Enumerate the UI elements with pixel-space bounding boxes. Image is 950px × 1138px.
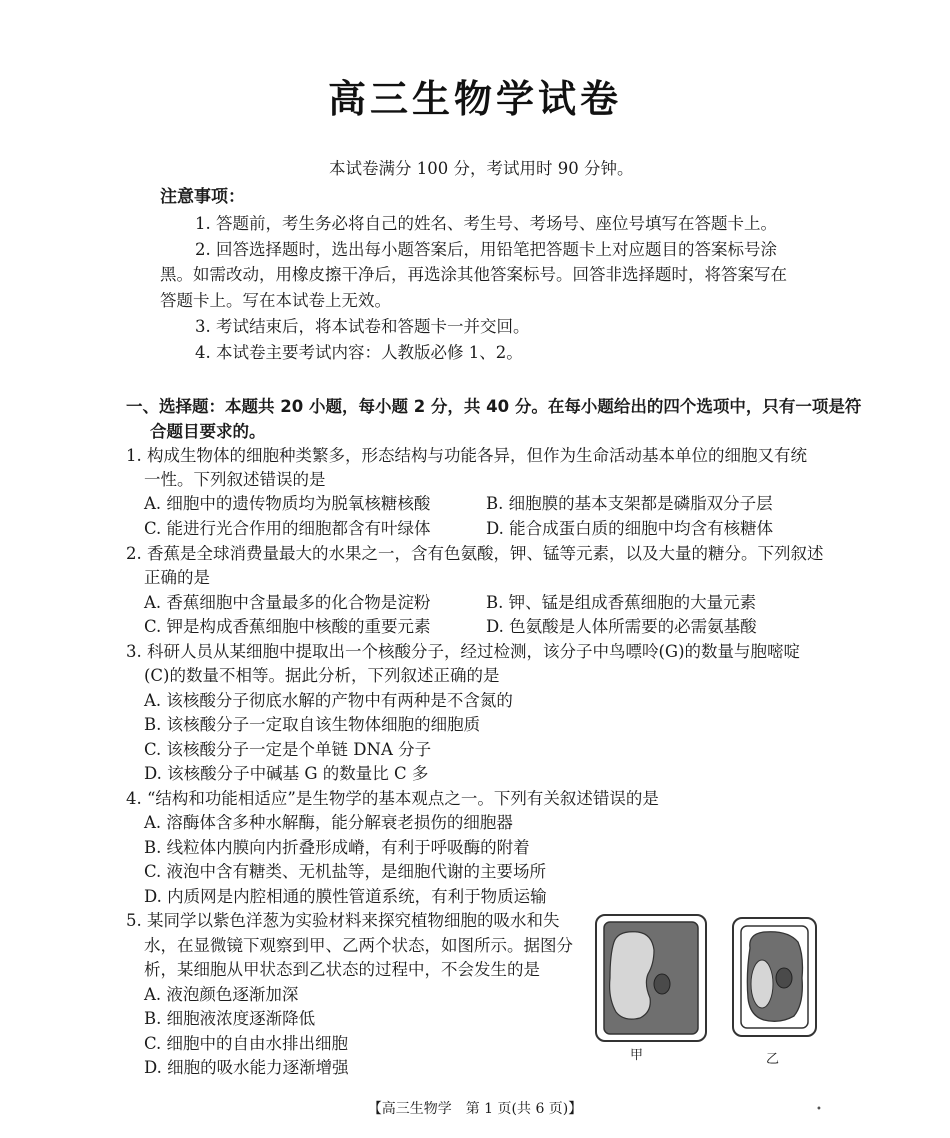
question-1-stem-cont: 一性。下列叙述错误的是	[144, 470, 326, 489]
section-heading: 一、选择题：本题共 20 小题，每小题 2 分，共 40 分。在每小题给出的四个选项中，只有一项是符	[126, 397, 862, 416]
cell-yi-vacuole	[751, 960, 773, 1008]
question-2-option-b: B. 钾、锰是组成香蕉细胞的大量元素	[486, 593, 757, 612]
question-5-stem: 5. 某同学以紫色洋葱为实验材料来探究植物细胞的吸水和失	[126, 911, 560, 930]
notice-line: 黑。如需改动，用橡皮擦干净后，再选涂其他答案标号。回答非选择题时，将答案写在	[160, 265, 787, 284]
question-4-option-d: D. 内质网是内腔相通的膜性管道系统，有利于物质运输	[144, 887, 547, 906]
question-1-stem: 1. 构成生物体的细胞种类繁多，形态结构与功能各异，但作为生命活动基本单位的细胞又有统	[126, 446, 807, 465]
question-5-stem-cont: 水，在显微镜下观察到甲、乙两个状态，如图所示。据图分	[144, 936, 573, 955]
question-3-stem-cont: (C)的数量不相等。据此分析，下列叙述正确的是	[144, 666, 500, 685]
question-4-stem: 4. “结构和功能相适应”是生物学的基本观点之一。下列有关叙述错误的是	[126, 789, 659, 808]
question-4-option-c: C. 液泡中含有糖类、无机盐等，是细胞代谢的主要场所	[144, 862, 547, 881]
notice-line: 3. 考试结束后，将本试卷和答题卡一并交回。	[195, 317, 530, 336]
question-3-option-c: C. 该核酸分子一定是个单链 DNA 分子	[144, 740, 432, 759]
notice-heading: 注意事项：	[160, 187, 245, 207]
notice-line: 答题卡上。写在本试卷上无效。	[160, 291, 391, 310]
notice-line: 1. 答题前，考生务必将自己的姓名、考生号、考场号、座位号填写在答题卡上。	[195, 214, 777, 233]
question-5-option-c: C. 细胞中的自由水排出细胞	[144, 1034, 349, 1053]
question-5-stem-cont: 析，某细胞从甲状态到乙状态的过程中，不会发生的是	[144, 960, 540, 979]
page-title: 高三生物学试卷	[327, 77, 622, 121]
question-2-option-c: C. 钾是构成香蕉细胞中核酸的重要元素	[144, 617, 431, 636]
question-5-option-d: D. 细胞的吸水能力逐渐增强	[144, 1058, 349, 1077]
question-4-option-a: A. 溶酶体含多种水解酶，能分解衰老损伤的细胞器	[144, 813, 513, 832]
question-2-stem: 2. 香蕉是全球消费量最大的水果之一，含有色氨酸，钾、锰等元素，以及大量的糖分。下列叙述	[126, 544, 824, 563]
question-1-option-d: D. 能合成蛋白质的细胞中均含有核糖体	[486, 519, 774, 538]
question-3-stem: 3. 科研人员从某细胞中提取出一个核酸分子，经过检测，该分子中鸟嘌呤(G)的数量与胞嘧啶	[126, 642, 801, 661]
question-3-option-a: A. 该核酸分子彻底水解的产物中有两种是不含氮的	[144, 691, 513, 710]
cell-jia-nucleus	[654, 974, 670, 994]
question-5-option-a: A. 液泡颜色逐渐加深	[144, 985, 299, 1004]
question-2-stem-cont: 正确的是	[144, 568, 210, 587]
question-3-option-d: D. 该核酸分子中碱基 G 的数量比 C 多	[144, 764, 429, 783]
figure-label-jia: 甲	[630, 1048, 644, 1063]
notice-line: 2. 回答选择题时，选出每小题答案后，用铅笔把答题卡上对应题目的答案标号涂	[195, 240, 777, 259]
question-5-option-b: B. 细胞液浓度逐渐降低	[144, 1009, 316, 1028]
plant-cell-diagram	[590, 912, 830, 1072]
cell-yi-nucleus	[776, 968, 792, 988]
cell-jia-vacuole	[610, 932, 654, 1019]
question-1-option-c: C. 能进行光合作用的细胞都含有叶绿体	[144, 519, 431, 538]
question-2-option-d: D. 色氨酸是人体所需要的必需氨基酸	[486, 617, 757, 636]
page-footer: 【高三生物学 第 1 页(共 6 页)】	[367, 1101, 583, 1117]
question-1-option-a: A. 细胞中的遗传物质均为脱氧核糖核酸	[144, 494, 431, 513]
figure-label-yi: 乙	[766, 1052, 780, 1067]
notice-line: 4. 本试卷主要考试内容：人教版必修 1、2。	[195, 343, 523, 362]
question-4-option-b: B. 线粒体内膜向内折叠形成嵴，有利于呼吸酶的附着	[144, 838, 530, 857]
intro-text: 本试卷满分 100 分，考试用时 90 分钟。	[329, 159, 634, 178]
question-3-option-b: B. 该核酸分子一定取自该生物体细胞的细胞质	[144, 715, 481, 734]
plant-cell-figure	[590, 912, 830, 1072]
corner-mark: •	[816, 1104, 822, 1115]
question-1-option-b: B. 细胞膜的基本支架都是磷脂双分子层	[486, 494, 773, 513]
section-heading-cont: 合题目要求的。	[150, 422, 266, 441]
question-2-option-a: A. 香蕉细胞中含量最多的化合物是淀粉	[144, 593, 431, 612]
